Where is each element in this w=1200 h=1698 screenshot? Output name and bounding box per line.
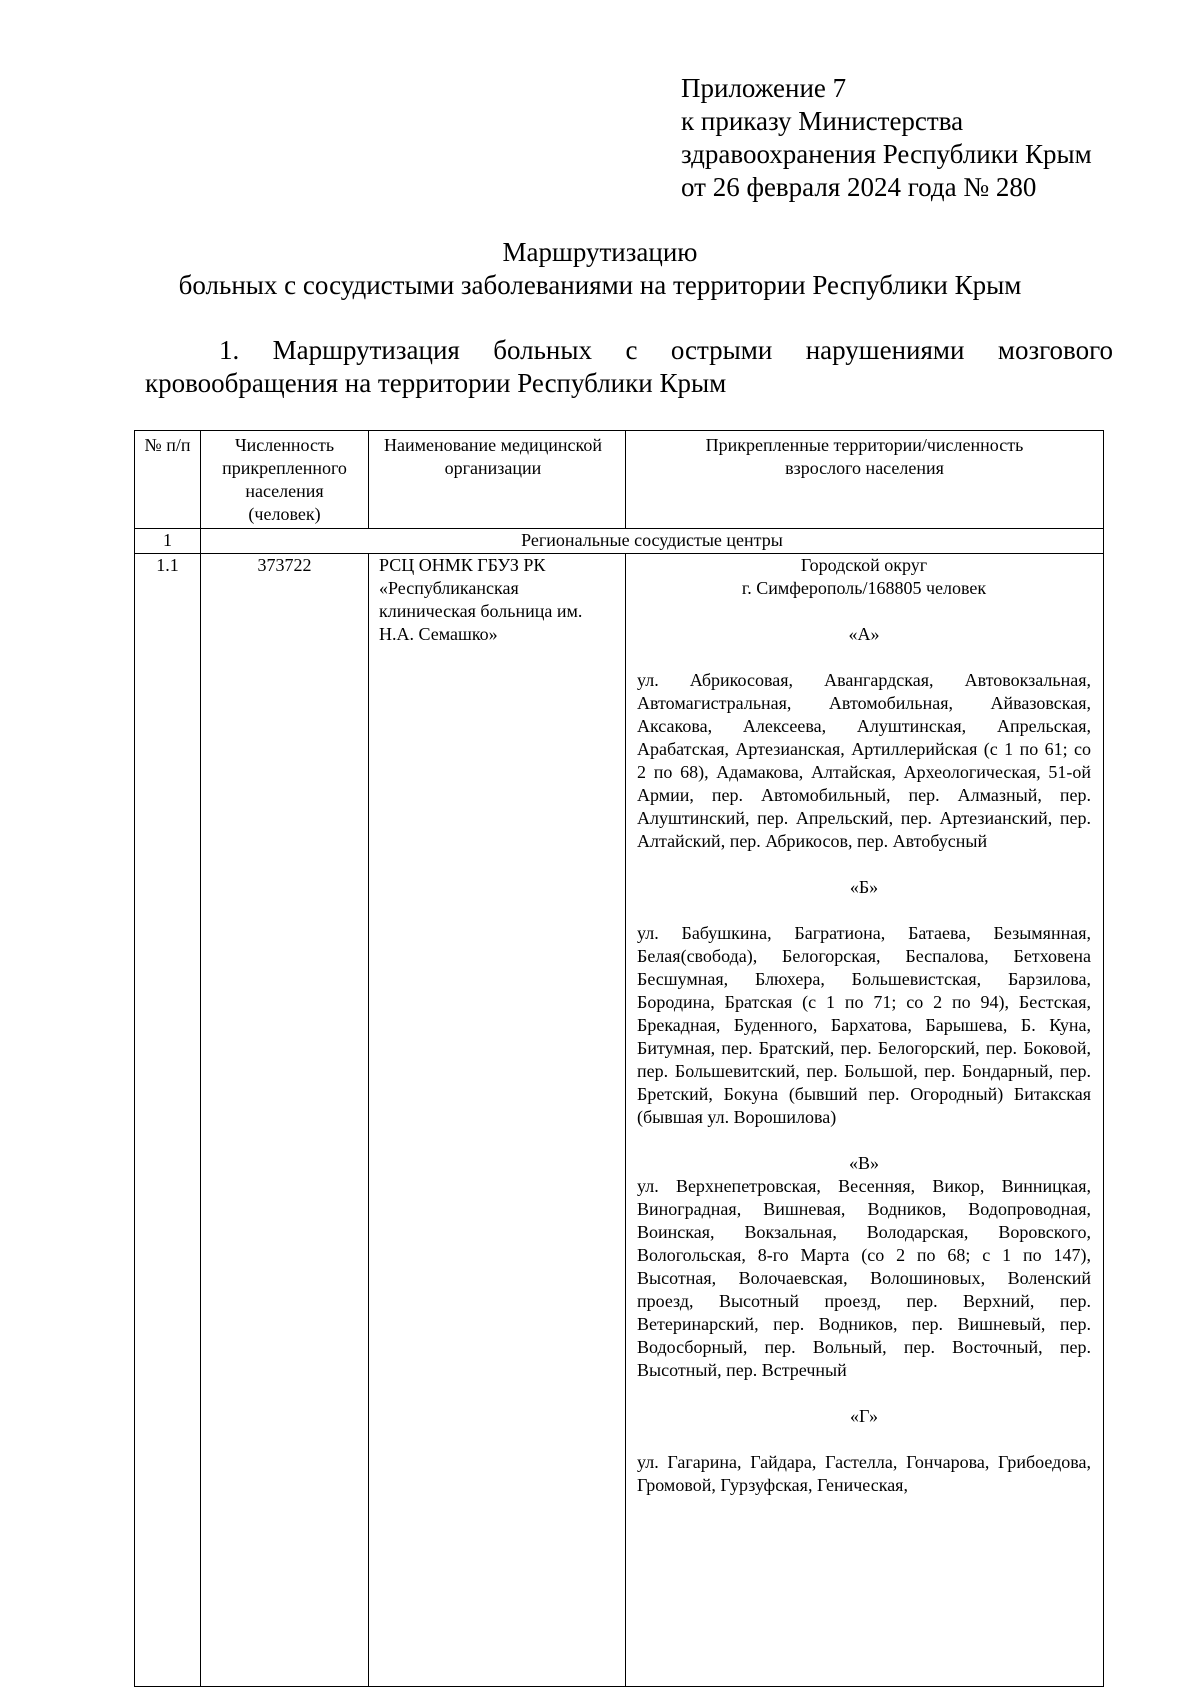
- section-heading-line-2: кровообращения на территории Республики Крым: [145, 368, 727, 398]
- row-num: 1.1: [135, 554, 201, 1687]
- table-header-row: [135, 431, 1104, 529]
- letter-b: «Б»: [849, 877, 879, 897]
- spacer: [637, 1428, 1091, 1451]
- spacer: [637, 899, 1091, 922]
- section-word: острыми: [670, 335, 773, 365]
- appendix-line-1: Приложение 7: [681, 73, 847, 103]
- spacer: [637, 600, 1091, 623]
- row-population: 373722: [201, 554, 369, 1687]
- section-word: нарушениями: [805, 335, 965, 365]
- section-word: мозгового: [997, 335, 1113, 365]
- document-title: Маршрутизацию: [502, 237, 698, 267]
- appendix-header: [681, 72, 1092, 204]
- streets-a: ул. Абрикосовая, Авангардская, Автовокзальная, Автомагистральная, Автомобильная, Айвазовская, Аксакова, Алексеева, Алуштинская, Апрельская, Арабатская, Артезианская, Артиллерийская (с 1 по 61; со 2 по 68), Адамакова, Алтайская, Археологическая, 51-ой Армии, пер. Автомобильный, пер. Алмазный, пер. Алуштинский, пер. Апрельский, пер. Артезианский, пер. Алтайский, пер. Абрикосов, пер. Автобусный: [637, 670, 1091, 851]
- section-word: с: [625, 335, 638, 365]
- section-word: Маршрутизация: [272, 335, 460, 365]
- header-org: Наименование медицинской организации: [369, 431, 626, 529]
- appendix-line-2: к приказу Министерства: [681, 106, 964, 136]
- section-row-label: Региональные сосудистые центры: [201, 529, 1104, 554]
- routing-table: [134, 430, 1104, 1687]
- table-row: [135, 554, 1104, 1687]
- header-territories: Прикрепленные территории/численность взрослого населения: [626, 431, 1104, 529]
- section-number: 1.: [219, 335, 240, 365]
- letter-g: «Г»: [850, 1406, 878, 1426]
- streets-b: ул. Бабушкина, Багратиона, Батаева, Безымянная, Белая(свобода), Белогорская, Беспалова, Бетховена Бесшумная, Блюхера, Большевистская, Барзилова, Бородина, Братская (с 1 по 71; со 2 по 94), Бестская, Брекадная, Буденного, Бархатова, Барышева, Б. Куна, Битумная, пер. Братский, пер. Белогорский, пер. Боковой, пер. Большевитский, пер. Большой, пер. Бондарный, пер. Бретский, Бокуна (бывший пер. Огородный) Битакская (бывшая ул. Ворошилова): [637, 923, 1091, 1127]
- appendix-line-3: здравоохранения Республики Крым: [681, 139, 1092, 169]
- letter-v: «В»: [848, 1153, 879, 1173]
- appendix-line-4: от 26 февраля 2024 года № 280: [681, 172, 1037, 202]
- document-subtitle: больных с сосудистыми заболеваниями на территории Республики Крым: [178, 270, 1022, 300]
- streets-v: ул. Верхнепетровская, Весенняя, Викор, Винницкая, Виноградная, Вишневая, Водников, Водопроводная, Воинская, Вокзальная, Володарская, Воровского, Вологольская, 8-го Марта (со 2 по 68; с 1 по 147), Высотная, Волочаевская, Волошиновых, Воленский проезд, Высотный проезд, пер. Верхний, пер. Ветеринарский, пер. Водников, пер. Вишневый, пер. Водосборный, пер. Вольный, пер. Восточный, пер. Высотный, пер. Встречный: [637, 1176, 1091, 1380]
- spacer: [637, 1129, 1091, 1152]
- header-num: № п/п: [135, 431, 201, 529]
- streets-g: ул. Гагарина, Гайдара, Гастелла, Гончарова, Грибоедова, Громовой, Гурзуфская, Геническая,: [637, 1452, 1091, 1495]
- spacer: [637, 646, 1091, 669]
- header-population: Численность прикрепленного населения (человек): [201, 431, 369, 529]
- row-org: РСЦ ОНМК ГБУЗ РК «Республиканская клиническая больница им. Н.А. Семашко»: [369, 554, 626, 1687]
- row-territories: [626, 554, 1104, 1687]
- city-label: г. Симферополь/168805 человек: [741, 578, 987, 598]
- letter-a: «А»: [848, 624, 880, 644]
- spacer: [637, 1382, 1091, 1405]
- spacer: [637, 853, 1091, 876]
- table-section-row: [135, 529, 1104, 554]
- section-row-num: 1: [135, 529, 201, 554]
- district-label: Городской округ: [800, 555, 928, 575]
- section-word: больных: [493, 335, 593, 365]
- section-heading-line-1: [145, 334, 1113, 367]
- section-heading: [145, 334, 1113, 400]
